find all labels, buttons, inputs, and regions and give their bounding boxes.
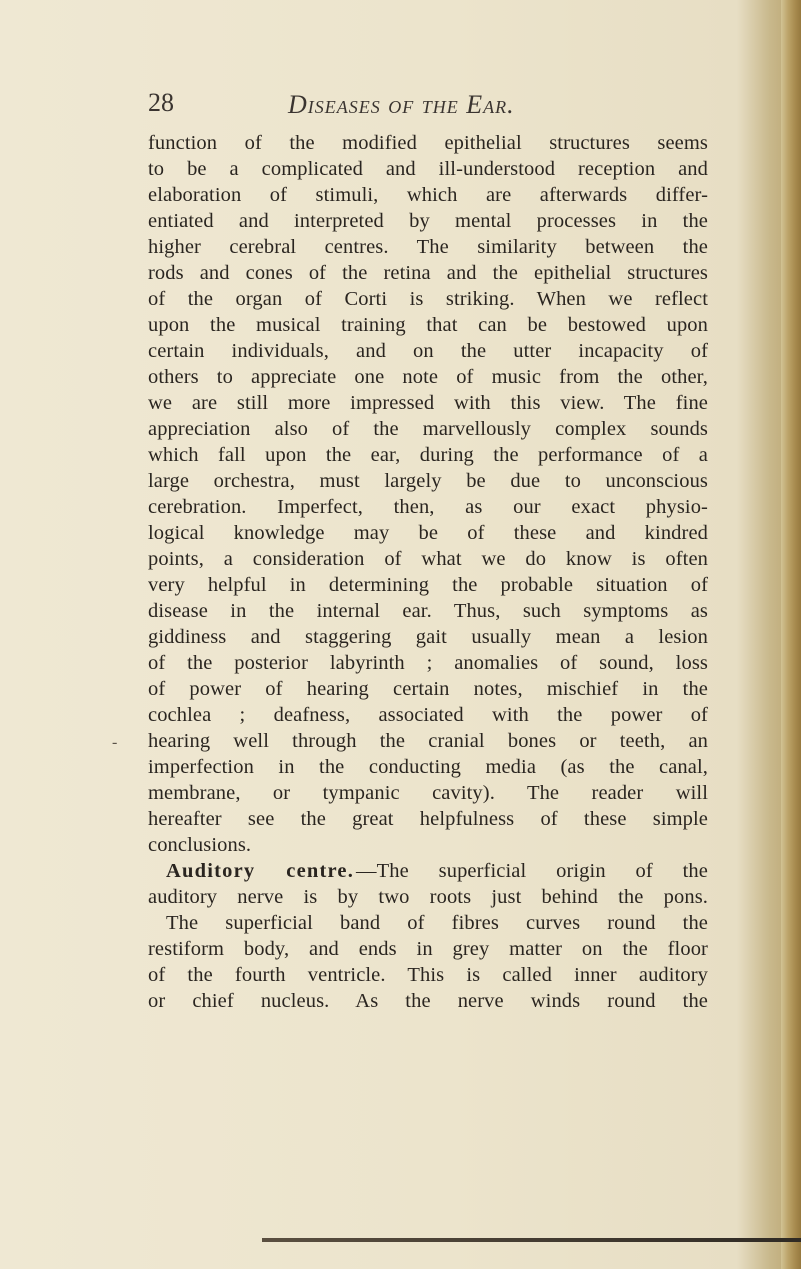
margin-mark: - <box>112 734 118 751</box>
text-line: disease in the internal ear. Thus, such symptoms as <box>148 600 708 622</box>
text-line: appreciation also of the marvellously complex sounds <box>148 418 708 440</box>
text-line: cerebration. Imperfect, then, as our exact physio- <box>148 496 708 518</box>
text-line: very helpful in determining the probable situation of <box>148 574 708 596</box>
page-number: 28 <box>148 88 174 117</box>
text-line: hearing well through the cranial bones or teeth, an <box>148 730 708 752</box>
text-line: logical knowledge may be of these and kindred <box>148 522 708 544</box>
running-title: Diseases of the Ear. <box>288 90 515 119</box>
body-text <box>148 130 708 1014</box>
text-line: membrane, or tympanic cavity). The reader will <box>148 782 708 804</box>
text-line: or chief nucleus. As the nerve winds round the <box>148 990 708 1012</box>
text-line: upon the musical training that can be bestowed upon <box>148 314 708 336</box>
section-heading: Auditory centre. <box>166 860 355 882</box>
bottom-edge-shadow <box>262 1238 801 1242</box>
text-line: entiated and interpreted by mental processes in the <box>148 210 708 232</box>
text-line: rods and cones of the retina and the epithelial structures <box>148 262 708 284</box>
text-line: which fall upon the ear, during the performance of a <box>148 444 708 466</box>
text-line: auditory nerve is by two roots just behind the pons. <box>148 886 708 908</box>
text-line: of the posterior labyrinth ; anomalies of sound, loss <box>148 652 708 674</box>
running-head <box>148 82 648 122</box>
text-line: hereafter see the great helpfulness of these simple <box>148 808 708 830</box>
text-line: others to appreciate one note of music from the other, <box>148 366 708 388</box>
page-edge <box>781 0 801 1269</box>
text-line: restiform body, and ends in grey matter on the floor <box>148 938 708 960</box>
text-line: points, a consideration of what we do know is often <box>148 548 708 570</box>
section-first-line-text: —The superficial origin of the <box>356 860 708 882</box>
text-line: of the fourth ventricle. This is called inner auditory <box>148 964 708 986</box>
text-line: The superficial band of fibres curves round the <box>166 912 708 934</box>
text-line: to be a complicated and ill-understood reception and <box>148 158 708 180</box>
text-line: imperfection in the conducting media (as the canal, <box>148 756 708 778</box>
text-line: cochlea ; deafness, associated with the power of <box>148 704 708 726</box>
text-line: elaboration of stimuli, which are afterwards differ- <box>148 184 708 206</box>
text-line: of power of hearing certain notes, mischief in the <box>148 678 708 700</box>
text-line: we are still more impressed with this view. The fine <box>148 392 708 414</box>
text-line: conclusions. <box>148 834 252 856</box>
text-line: function of the modified epithelial structures seems <box>148 132 708 154</box>
text-line: higher cerebral centres. The similarity between the <box>148 236 708 258</box>
section-first-line <box>148 858 708 884</box>
text-line: certain individuals, and on the utter incapacity of <box>148 340 708 362</box>
text-line: of the organ of Corti is striking. When we reflect <box>148 288 708 310</box>
text-line: giddiness and staggering gait usually mean a lesion <box>148 626 708 648</box>
text-line: large orchestra, must largely be due to unconscious <box>148 470 708 492</box>
